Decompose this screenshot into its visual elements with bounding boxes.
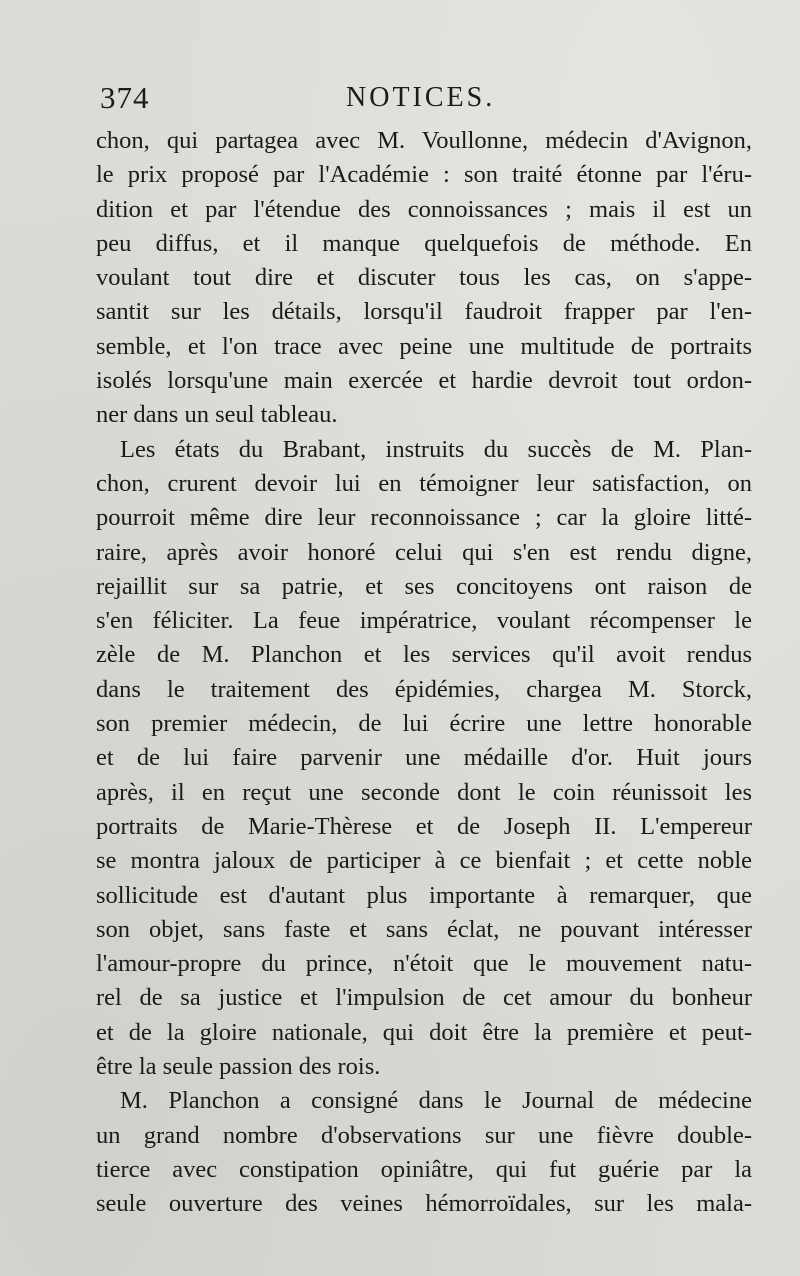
text-line: semble, et l'on trace avec peine une multitude de portraits: [96, 332, 752, 360]
text-line: se montra jaloux de participer à ce bienfait ; et cette noble: [96, 847, 752, 875]
text-line: le prix proposé par l'Académie : son traité étonne par l'éru-: [96, 161, 752, 189]
text-line: après, il en reçut une seconde dont le coin réunissoit les: [96, 778, 752, 806]
text-line: portraits de Marie-Thèrese et de Joseph II. L'empereur: [96, 812, 752, 840]
text-line: Les états du Brabant, instruits du succès de M. Plan-: [120, 435, 752, 463]
text-line: et de lui faire parvenir une médaille d'or. Huit jours: [96, 744, 752, 772]
running-head: NOTICES.: [346, 82, 496, 113]
text-line: être la seule passion des rois.: [96, 1053, 381, 1081]
text-line: un grand nombre d'observations sur une fièvre double-: [96, 1121, 752, 1149]
text-line: peu diffus, et il manque quelquefois de méthode. En: [96, 229, 752, 257]
text-line: pourroit même dire leur reconnoissance ; car la gloire litté-: [96, 504, 752, 532]
page-number: 374: [100, 80, 150, 115]
text-line: dition et par l'étendue des connoissances ; mais il est un: [96, 195, 752, 223]
text-line: rel de sa justice et l'impulsion de cet amour du bonheur: [96, 984, 752, 1012]
text-line: isolés lorsqu'une main exercée et hardie devroit tout ordon-: [96, 367, 752, 395]
text-line: raire, après avoir honoré celui qui s'en est rendu digne,: [96, 538, 752, 566]
text-line: dans le traitement des épidémies, chargea M. Storck,: [96, 675, 752, 703]
page-header: [96, 80, 756, 120]
body-text: [96, 124, 752, 1222]
text-line: l'amour-propre du prince, n'étoit que le mouvement natu-: [96, 950, 752, 978]
text-line: son premier médecin, de lui écrire une lettre honorable: [96, 710, 752, 738]
text-line: seule ouverture des veines hémorroïdales, sur les mala-: [96, 1190, 752, 1218]
text-line: sollicitude est d'autant plus importante à remarquer, que: [96, 881, 752, 909]
text-line: zèle de M. Planchon et les services qu'il avoit rendus: [96, 641, 752, 669]
text-line: voulant tout dire et discuter tous les cas, on s'appe-: [96, 264, 752, 292]
text-line: ner dans un seul tableau.: [96, 401, 338, 429]
text-line: chon, crurent devoir lui en témoigner leur satisfaction, on: [96, 469, 752, 497]
text-line: rejaillit sur sa patrie, et ses concitoyens ont raison de: [96, 572, 752, 600]
text-line: et de la gloire nationale, qui doit être la première et peut-: [96, 1018, 752, 1046]
text-line: santit sur les détails, lorsqu'il faudroit frapper par l'en-: [96, 298, 752, 326]
text-line: M. Planchon a consigné dans le Journal de médecine: [120, 1087, 752, 1115]
text-line: s'en féliciter. La feue impératrice, voulant récompenser le: [96, 607, 752, 635]
text-line: chon, qui partagea avec M. Voullonne, médecin d'Avignon,: [96, 127, 752, 154]
text-line: tierce avec constipation opiniâtre, qui fut guérie par la: [96, 1155, 752, 1183]
text-line: son objet, sans faste et sans éclat, ne pouvant intéresser: [96, 915, 752, 943]
